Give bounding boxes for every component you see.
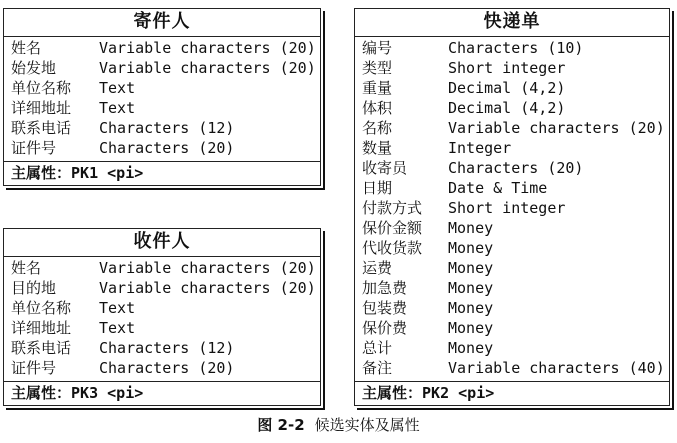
receiver-attribute-type: Text: [99, 299, 136, 317]
sender-entity-title: 寄件人: [133, 11, 191, 32]
express-pk-value: PK2 <pi>: [422, 384, 495, 402]
sender-attribute-row: [11, 118, 317, 138]
express-attribute-row: [362, 238, 666, 258]
receiver-attribute-type: Characters (12): [99, 339, 235, 357]
express-attribute-type: Decimal (4,2): [448, 79, 566, 97]
express-attribute-row: [362, 38, 666, 58]
receiver-attribute-name: 联系电话: [11, 339, 72, 357]
express-attribute-type: Variable characters (20): [448, 119, 665, 137]
receiver-primary-key: [11, 383, 143, 403]
express-attribute-name: 备注: [362, 359, 393, 377]
sender-attribute-name: 姓名: [11, 39, 42, 57]
sender-attribute-row: [11, 78, 317, 98]
sender-attribute-row: [11, 38, 317, 58]
receiver-attribute-type: Characters (20): [99, 359, 235, 377]
express-attribute-type: Money: [448, 279, 494, 297]
express-attribute-name: 代收货款: [362, 239, 423, 257]
express-attribute-name: 付款方式: [362, 199, 423, 217]
sender-attribute-name: 详细地址: [11, 99, 72, 117]
express-attribute-type: Variable characters (40): [448, 359, 665, 377]
express-attribute-name: 日期: [362, 179, 393, 197]
express-attribute-name: 保价费: [362, 319, 408, 337]
sender-attribute-type: Characters (20): [99, 139, 235, 157]
receiver-attribute-type: Text: [99, 319, 136, 337]
receiver-entity: [3, 228, 321, 406]
sender-attribute-type: Characters (12): [99, 119, 235, 137]
express-attribute-row: [362, 338, 666, 358]
express-attribute-row: [362, 278, 666, 298]
express-attribute-row: [362, 58, 666, 78]
express-attribute-name: 体积: [362, 99, 393, 117]
sender-primary-key: [11, 163, 143, 183]
express-attribute-type: Short integer: [448, 59, 566, 77]
express-attribute-name: 运费: [362, 259, 393, 277]
sender-attribute-name: 单位名称: [11, 79, 72, 97]
express-attribute-row: [362, 358, 666, 378]
receiver-attribute-name: 详细地址: [11, 319, 72, 337]
express-attribute-name: 重量: [362, 79, 393, 97]
sender-attribute-type: Variable characters (20): [99, 39, 316, 57]
sender-attribute-type: Text: [99, 79, 136, 97]
express-attribute-row: [362, 318, 666, 338]
express-entity-title: 快递单: [483, 11, 541, 32]
express-attribute-row: [362, 138, 666, 158]
figure-number: 图 2-2: [257, 416, 305, 434]
express-attribute-row: [362, 178, 666, 198]
express-attribute-name: 编号: [362, 39, 393, 57]
express-attribute-list: [362, 38, 666, 378]
express-attribute-row: [362, 98, 666, 118]
receiver-attribute-row: [11, 318, 317, 338]
express-attribute-type: Money: [448, 219, 494, 237]
figure-caption-text: 候选实体及属性: [314, 416, 420, 434]
express-attribute-name: 类型: [362, 59, 393, 77]
receiver-pk-value: PK3 <pi>: [71, 384, 144, 402]
express-attribute-row: [362, 118, 666, 138]
sender-attribute-name: 证件号: [11, 139, 57, 157]
express-attribute-type: Integer: [448, 139, 512, 157]
receiver-attribute-row: [11, 278, 317, 298]
express-attribute-row: [362, 78, 666, 98]
express-attribute-row: [362, 258, 666, 278]
sender-attribute-row: [11, 138, 317, 158]
express-attribute-type: Decimal (4,2): [448, 99, 566, 117]
express-attribute-row: [362, 218, 666, 238]
express-attribute-type: Characters (20): [448, 159, 584, 177]
receiver-attribute-row: [11, 258, 317, 278]
express-attribute-name: 收寄员: [362, 159, 408, 177]
express-attribute-type: Date & Time: [448, 179, 548, 197]
sender-attribute-type: Variable characters (20): [99, 59, 316, 77]
express-entity: [354, 8, 670, 406]
express-attribute-type: Short integer: [448, 199, 566, 217]
receiver-attribute-row: [11, 298, 317, 318]
express-attribute-name: 数量: [362, 139, 393, 157]
receiver-attribute-name: 证件号: [11, 359, 57, 377]
sender-attribute-name: 始发地: [11, 59, 57, 77]
receiver-attribute-type: Variable characters (20): [99, 279, 316, 297]
express-attribute-name: 总计: [362, 339, 393, 357]
express-attribute-row: [362, 298, 666, 318]
figure-caption: [0, 414, 677, 435]
sender-attribute-row: [11, 58, 317, 78]
express-pk-label: 主属性：: [362, 384, 423, 402]
express-attribute-type: Money: [448, 319, 494, 337]
express-attribute-name: 加急费: [362, 279, 408, 297]
receiver-attribute-name: 单位名称: [11, 299, 72, 317]
express-attribute-name: 包装费: [362, 299, 408, 317]
express-attribute-row: [362, 158, 666, 178]
receiver-attribute-list: [11, 258, 317, 378]
express-attribute-row: [362, 198, 666, 218]
sender-pk-label: 主属性：: [11, 164, 72, 182]
sender-entity: [3, 8, 321, 186]
sender-attribute-row: [11, 98, 317, 118]
sender-pk-value: PK1 <pi>: [71, 164, 144, 182]
receiver-pk-label: 主属性：: [11, 384, 72, 402]
express-attribute-name: 保价金额: [362, 219, 423, 237]
express-attribute-type: Money: [448, 259, 494, 277]
receiver-attribute-name: 姓名: [11, 259, 42, 277]
receiver-attribute-row: [11, 338, 317, 358]
sender-attribute-list: [11, 38, 317, 158]
express-attribute-type: Money: [448, 339, 494, 357]
receiver-entity-title: 收件人: [133, 231, 191, 252]
express-attribute-type: Money: [448, 239, 494, 257]
express-primary-key: [362, 383, 494, 403]
express-attribute-type: Money: [448, 299, 494, 317]
sender-attribute-type: Text: [99, 99, 136, 117]
sender-attribute-name: 联系电话: [11, 119, 72, 137]
receiver-attribute-type: Variable characters (20): [99, 259, 316, 277]
receiver-attribute-row: [11, 358, 317, 378]
express-attribute-name: 名称: [362, 119, 393, 137]
receiver-attribute-name: 目的地: [11, 279, 57, 297]
express-attribute-type: Characters (10): [448, 39, 584, 57]
